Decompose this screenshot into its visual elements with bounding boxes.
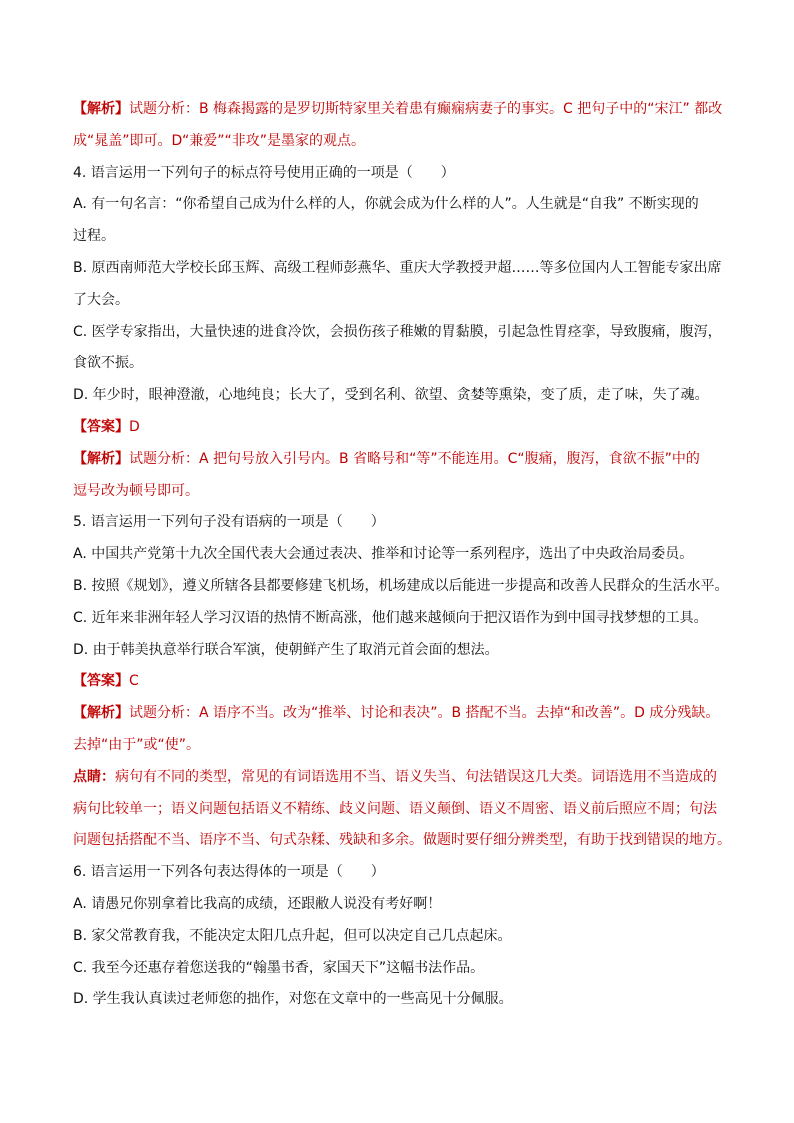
analysis-line — [73, 94, 733, 126]
note-text: 病句有不同的类型，常见的有词语选用不当、语义失当、句法错误这几大类。词语选用不当造成的 — [115, 768, 717, 785]
answer-tag: 【答案】 — [73, 418, 129, 435]
analysis-text: 成“晁盖”即可。D“兼爱”“非攻”是墨家的观点。 — [73, 132, 365, 149]
analysis-tag: 【解析】 — [73, 705, 129, 722]
answer-tag: 【答案】 — [73, 673, 129, 690]
question-option-line: D. 学生我认真读过老师您的拙作，对您在文章中的一些高见十分佩服。 — [73, 991, 513, 1008]
question-option-line: A. 中国共产党第十九次全国代表大会通过表决、推举和讨论等一系列程序，选出了中央政治局委员。 — [73, 546, 694, 563]
question-option-line: C. 医学专家指出，大量快速的进食冷饮，会损伤孩子稚嫩的胃黏膜，引起急性胃痉挛，导致腹痛，腹泻， — [73, 323, 722, 340]
analysis-text: 试题分析：A 语序不当。改为“推举、讨论和表决”。B 搭配不当。去掉“和改善”。D 成分残缺。 — [129, 705, 720, 722]
analysis-line — [73, 444, 733, 476]
note-line — [73, 825, 733, 857]
analysis-line — [73, 730, 733, 762]
question-stem: 5. 语言运用一下列句子没有语病的一项是（ ） — [73, 514, 385, 531]
question-option-line: B. 按照《规划》，遵义所辖各县都要修建飞机场，机场建成以后能进一步提高和改善人民群众的生活水平。 — [73, 577, 729, 594]
question-option-line: A. 有一句名言：“你希望自己成为什么样的人，你就会成为什么样的人”。人生就是“自我” 不断实现的 — [73, 196, 699, 213]
question-option-line: C. 我至今还惠存着您送我的“翰墨书香，家国天下”这幅书法作品。 — [73, 959, 485, 976]
document-body — [73, 94, 733, 1016]
question-stem: 4. 语言运用一下列句子的标点符号使用正确的一项是（ ） — [73, 164, 455, 181]
analysis-text: 试题分析：A 把句号放入引号内。B 省略号和“等”不能连用。C“腹痛，腹泻，食欲不振”中的 — [129, 450, 700, 467]
question-option-line: 过程。 — [73, 228, 115, 245]
note-line — [73, 762, 733, 794]
analysis-text: 去掉“由于”或“使”。 — [73, 736, 201, 753]
question-option-line: C. 近年来非洲年轻人学习汉语的热情不断高涨，他们越来越倾向于把汉语作为到中国寻找梦想的工具。 — [73, 609, 708, 626]
answer-line — [73, 412, 733, 444]
analysis-tag: 【解析】 — [73, 101, 129, 117]
question-option-line: B. 家父常教育我，不能决定太阳几点升起，但可以决定自己几点起床。 — [73, 927, 512, 944]
question-option-line: 食欲不振。 — [73, 355, 143, 372]
analysis-text: 试题分析：B 梅森揭露的是罗切斯特家里关着患有癫痫病妻子的事实。C 把句子中的“宋江” 都改 — [129, 101, 723, 117]
note-text: 问题包括搭配不当、语序不当、句式杂糅、残缺和多余。做题时要仔细分辨类型，有助于找到错误的地方。 — [73, 832, 731, 849]
question-option-line: 了大会。 — [73, 291, 129, 308]
analysis-line — [73, 476, 733, 508]
question-option-line: D. 年少时，眼神澄澈，心地纯良；长大了，受到名利、欲望、贪婪等熏染，变了质，走了味，失了魂。 — [73, 387, 709, 404]
note-text: 病句比较单一；语义问题包括语义不精练、歧义问题、语义颠倒、语义不周密、语义前后照应不周；句法 — [73, 800, 717, 817]
analysis-line — [73, 126, 733, 158]
analysis-tag: 【解析】 — [73, 450, 129, 467]
answer-line — [73, 666, 733, 698]
question-option-line: B. 原西南师范大学校长邱玉辉、高级工程师彭燕华、重庆大学教授尹超……等多位国内人工智能专家出席 — [73, 259, 722, 276]
question-stem: 6. 语言运用一下列各句表达得体的一项是（ ） — [73, 864, 385, 881]
answer-value: C — [129, 673, 139, 690]
question-option-line: A. 请愚兄你别拿着比我高的成绩，还跟敝人说没有考好啊！ — [73, 895, 442, 912]
question-option-line: D. 由于韩美执意举行联合军演，使朝鲜产生了取消元首会面的想法。 — [73, 641, 499, 658]
answer-value: D — [129, 418, 140, 435]
note-line — [73, 794, 733, 826]
analysis-text: 逗号改为顿号即可。 — [73, 482, 199, 499]
analysis-line — [73, 698, 733, 730]
note-label: 点睛： — [73, 768, 115, 785]
